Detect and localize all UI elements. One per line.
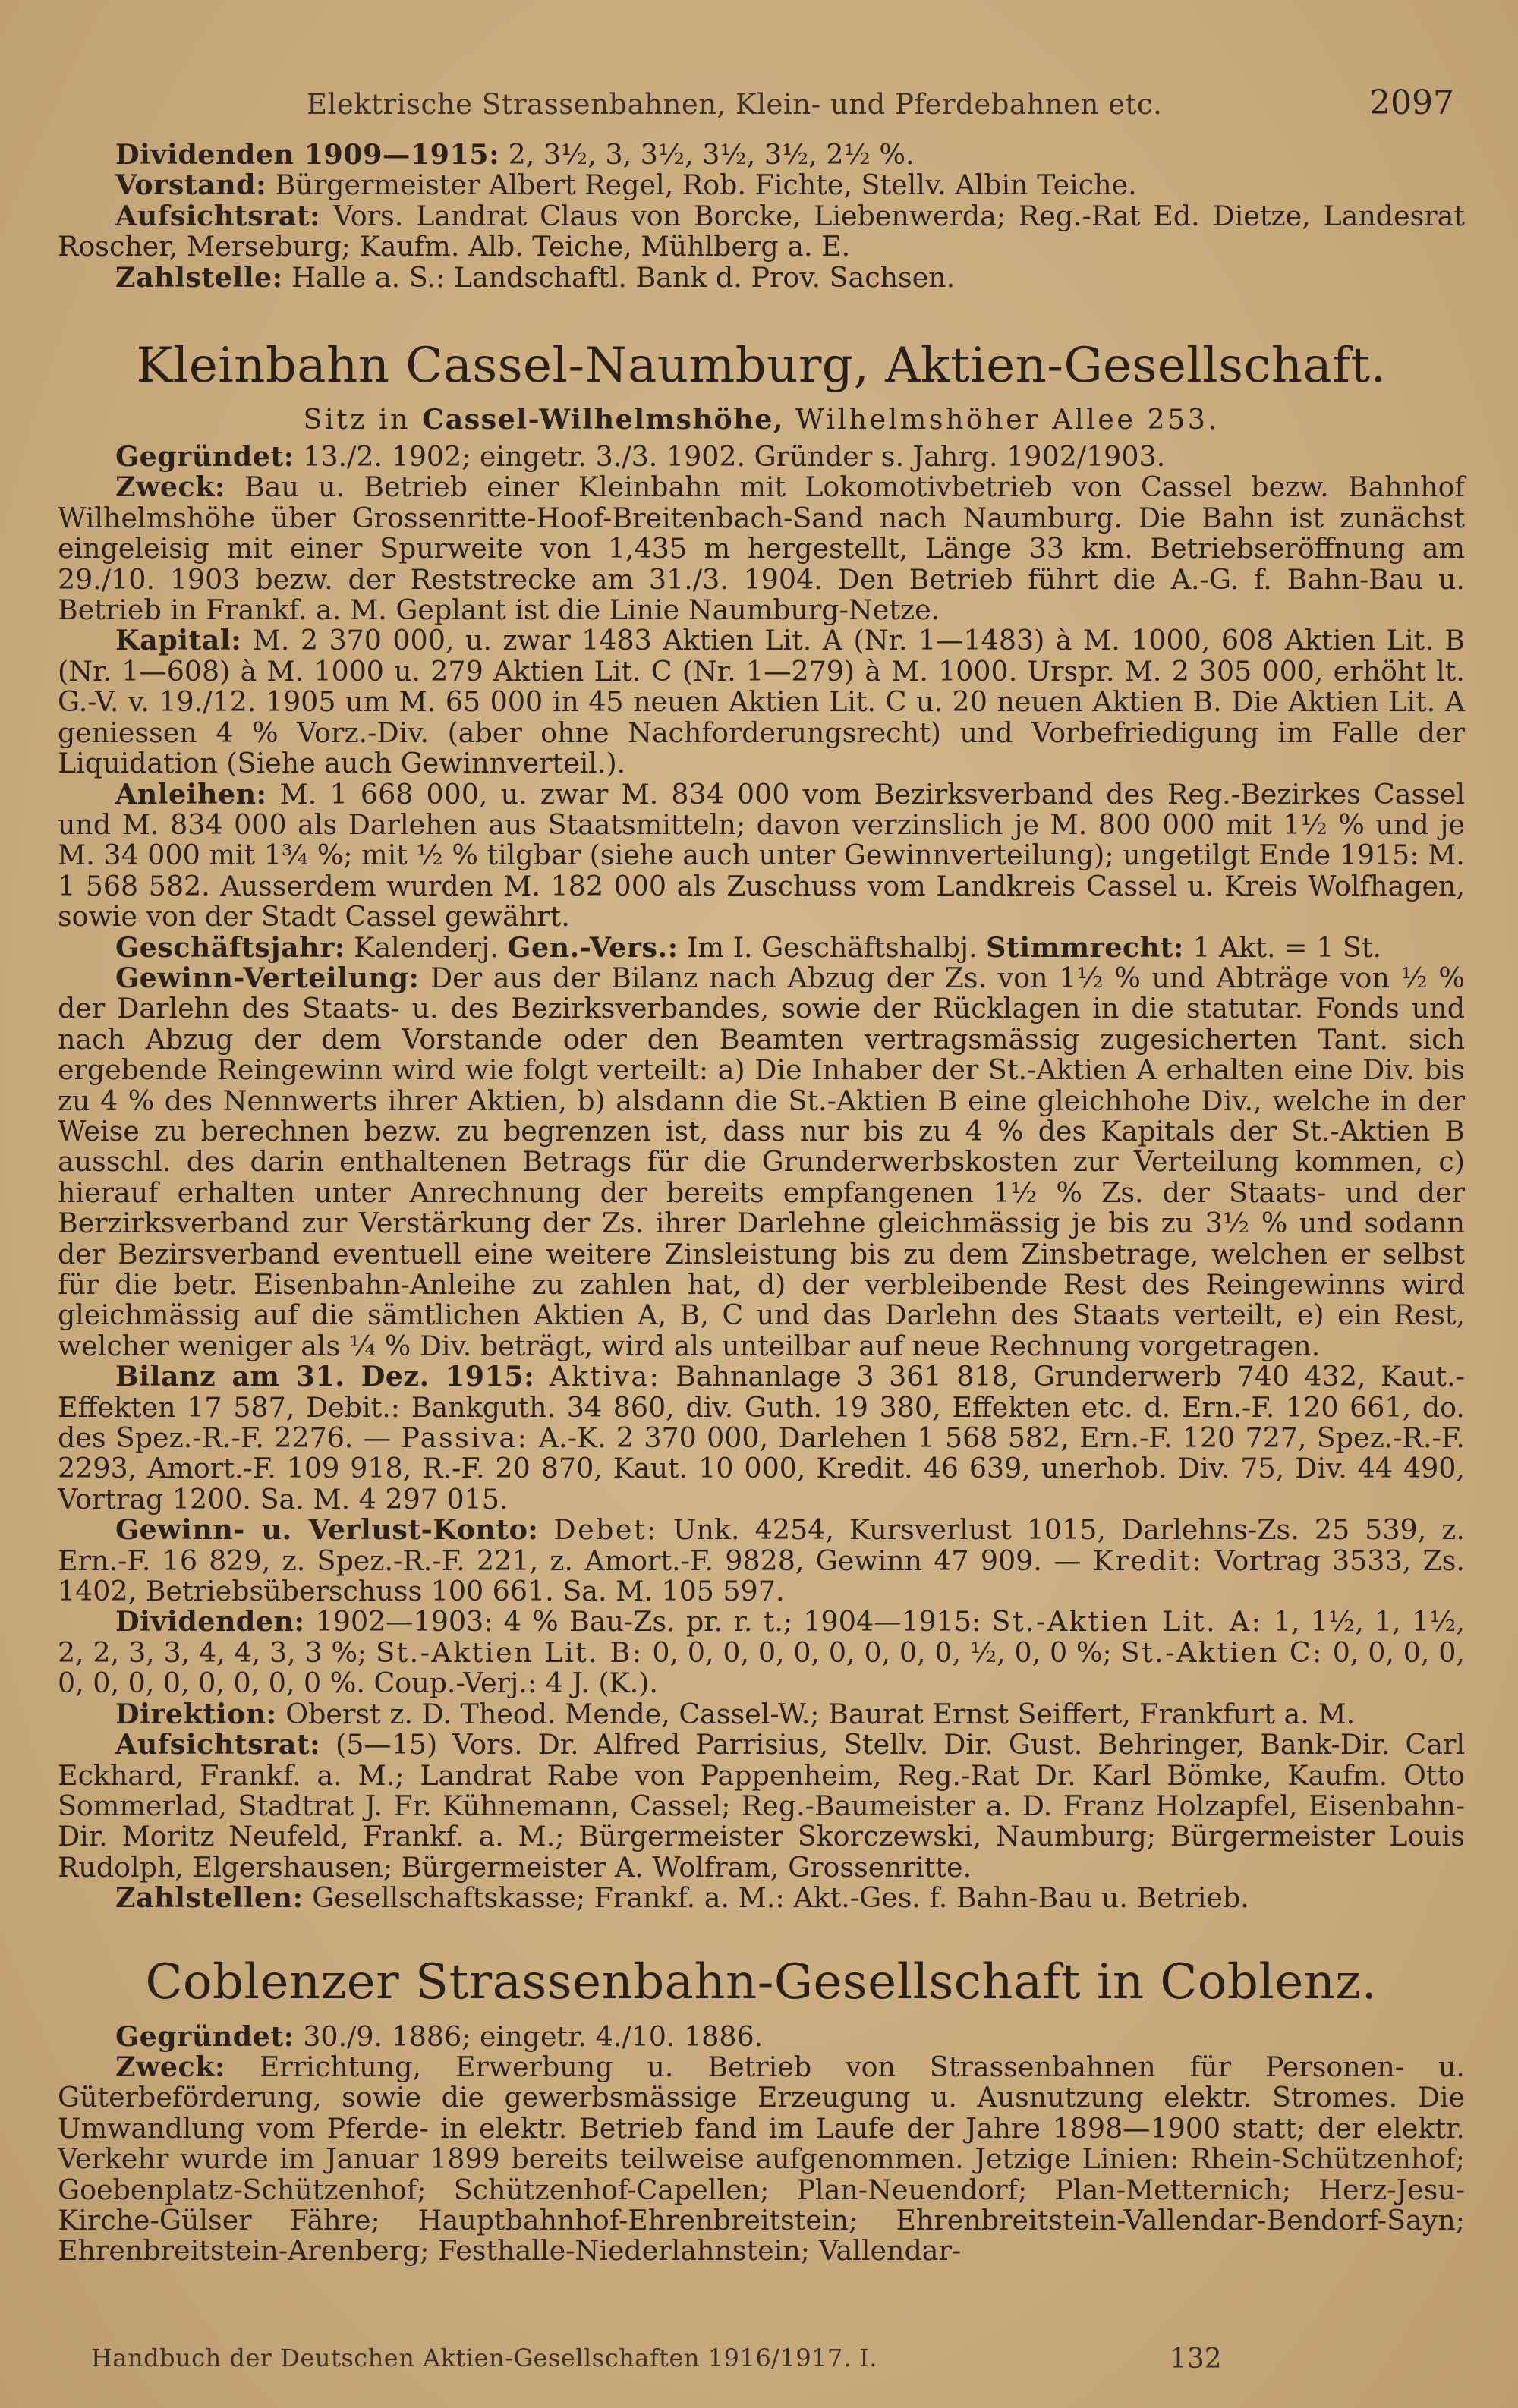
entry-title: Kleinbahn Cassel-Naumburg, Aktien-Gesellschaft.	[136, 338, 1387, 395]
field-label: Zweck:	[115, 2050, 225, 2083]
field-text: A.-K. 2 370 000, Darlehen 1 568 582, Ern.-F. 120 727, Spez.-R.-F. 2293, Amort.-F. 109 918, R.-F. 20 870, Kaut. 10 000, Kredit. 46 639, unerhob. Div. 75, Div. 44 490, Vortrag 1200. Sa. M. 4 297 015.	[58, 1421, 1465, 1516]
field-text: 1902—1903: 4 % Bau-Zs. pr. r. t.; 1904—1915:	[315, 1605, 981, 1638]
field-text: 13./2. 1902; eingetr. 3./3. 1902. Gründer s. Jahrg. 1902/1903.	[303, 440, 1166, 474]
field-label: Gegründet:	[115, 440, 294, 474]
field-label: Kapital:	[115, 624, 242, 657]
field-label: Gen.-Vers.:	[507, 930, 679, 964]
field-text: Bau u. Betrieb einer Kleinbahn mit Lokomotivbetrieb von Cassel bezw. Bahnhof Wilhelmshöhe über Grossenritte-Hoof-Breitenbach-Sand nach Naumburg. Die Bahn ist zunächst eingeleisig mit einer Spurweite von 1,435 m hergestellt, Länge 33 km. Betriebseröffnung am 29./10. 1903 bezw. der Reststrecke am 31./3. 1904. Den Betrieb führt die A.-G. f. Bahn-Bau u. Betrieb in Frankf. a. M. Geplant ist die Linie Naumburg-Netze.	[58, 471, 1465, 627]
field-text: Unk. 4254, Kursverlust 1015, Darlehns-Zs. 25 539, z. Ern.-F. 16 829, z. Spez.-R.-F. 221, z. Amort.-F. 9828, Gewinn 47 909. —	[58, 1513, 1466, 1577]
zweck	[58, 472, 1465, 625]
field-text: 1 Akt. = 1 St.	[1192, 930, 1382, 964]
field-label: Dividenden 1909—1915:	[115, 138, 500, 171]
prev-zahlstelle	[58, 260, 1465, 294]
field-text: Im I. Geschäftshalbj.	[687, 930, 978, 964]
field-text: 2, 3½, 3, 3½, 3½, 3½, 2½ %.	[508, 138, 915, 171]
page-number: 2097	[1369, 83, 1454, 122]
field-text: Gesellschaftskasse; Frankf. a. M.: Akt.-Ges. f. Bahn-Bau u. Betrieb.	[312, 1881, 1249, 1915]
field-text: Halle a. S.: Landschaftl. Bank d. Prov. Sachsen.	[291, 260, 956, 294]
field-text: (5—15) Vors. Dr. Alfred Parrisius, Stellv. Dir. Gust. Behringer, Bank-Dir. Carl Eckhard, Frankf. a. M.; Landrat Rabe von Pappenheim, Reg.-Rat Dr. Karl Bömke, Kaufm. Otto Sommerlad, Stadtrat J. Fr. Kühnemann, Cassel; Reg.-Baumeister a. D. Franz Holzapfel, Eisenbahn-Dir. Moritz Neufeld, Frankf. a. M.; Bürgermeister Skorczewski, Naumburg; Bürgermeister Louis Rudolph, Elgershausen; Bürgermeister A. Wolfram, Grossenritte.	[58, 1728, 1465, 1884]
geschaeftsjahr	[58, 930, 1465, 964]
field-text: M. 2 370 000, u. zwar 1483 Aktien Lit. A (Nr. 1—1483) à M. 1000, 608 Aktien Lit. B (Nr. 1—608) à M. 1000 u. 279 Aktien Lit. C (Nr. 1—279) à M. 1000. Urspr. M. 2 305 000, erhöht lt. G.-V. v. 19./12. 1905 um M. 65 000 in 45 neuen Aktien Lit. C u. 20 neuen Aktien B. Die Aktien Lit. A geniessen 4 % Vorz.-Div. (aber ohne Nachforderungsrecht) und Vorbefriedigung im Falle der Liquidation (Siehe auch Gewinnverteil.).	[58, 624, 1465, 780]
field-text: Oberst z. D. Theod. Mende, Cassel-W.; Baurat Ernst Seiffert, Frankfurt a. M.	[285, 1697, 1356, 1730]
seat-address: Wilhelmshöher Allee 253.	[795, 403, 1220, 436]
field-text: 1, 1½, 1, 1½, 2, 2, 3, 3, 4, 4, 3, 3 %;	[58, 1605, 1465, 1669]
field-label: Direktion:	[115, 1697, 277, 1730]
field-text: Vortrag 3533, Zs. 1402, Betriebsüberschuss 100 661. Sa. M. 105 597.	[58, 1544, 1465, 1608]
gewinn-verteilung	[58, 963, 1465, 1361]
field-text: Der aus der Bilanz nach Abzug der Zs. von 1½ % und Abträge von ½ % der Darlehn des Staats- u. des Bezirksverbandes, sowie der Rücklagen in die statutar. Fonds und nach Abzug der dem Vorstande oder den Beamten vertragsmässig zugesicherten Tant. sich ergebende Reingewinn wird wie folgt verteilt: a) Die Inhaber der St.-Aktien A erhalten eine Div. bis zu 4 % des Nennwerts ihrer Aktien, b) alsdann die St.-Aktien B eine gleichhohe Div., welche in der Weise zu berechnen bezw. zu begrenzen ist, dass nur bis zu 4 % des Kapitals der St.-Aktien B ausschl. des darin enthaltenen Betrags für die Grunderwerbskosten zur Verteilung kommen, c) hierauf erhalten unter Anrechnung der bereits empfangenen 1½ % Zs. der Staats- und der Berzirksverband zur Verstärkung der Zs. ihrer Darlehne gleichmässig je bis zu 3½ % und sodann der Bezirsverband eventuell eine weitere Zinsleistung bis zu dem Zinsbetrage, welchen er selbst für die betr. Eisenbahn-Anleihe zu zahlen hat, d) der verbleibende Rest des Reingewinns wird gleichmässig auf die sämtlichen Aktien A, B, C und das Darlehn des Staats verteilt, e) ein Rest, welcher weniger als ¼ % Div. beträgt, wird als unteilbar auf neue Rechnung vorgetragen.	[58, 961, 1465, 1362]
field-label: Gewinn-Verteilung:	[115, 961, 420, 994]
sheet-number: 132	[1170, 2343, 1222, 2375]
aktiva-label: Aktiva:	[549, 1360, 661, 1393]
prev-aufsichtsrat	[58, 201, 1465, 263]
field-text: Errichtung, Erwerbung u. Betrieb von Strassenbahnen für Personen- u. Güterbeförderung, sowie die gewerbsmässige Erzeugung u. Ausnutzung elektr. Stromes. Die Umwandlung vom Pferde- in elektr. Betrieb fand im Laufe der Jahre 1898—1900 statt; der elektr. Verkehr wurde im Januar 1899 bereits teilweise aufgenommen. Jetzige Linien: Rhein-Schützenhof; Goebenplatz-Schützenhof; Schützenhof-Capellen; Plan-Neuendorf; Plan-Metternich; Herz-Jesu-Kirche-Gülser Fähre; Hauptbahnhof-Ehrenbreitstein; Ehrenbreitstein-Vallendar-Bendorf-Sayn; Ehrenbreitstein-Arenberg; Festhalle-Niederlahnstein; Vallendar-	[58, 2050, 1465, 2268]
zahlstellen	[58, 1883, 1465, 1913]
prev-dividenden	[58, 140, 1465, 170]
field-label: Geschäftsjahr:	[115, 930, 345, 964]
kapital	[58, 625, 1465, 779]
field-label: Vorstand:	[115, 168, 267, 202]
prev-vorstand	[58, 170, 1465, 200]
bilanz	[58, 1361, 1465, 1515]
field-label: Gewinn- u. Verlust-Konto:	[115, 1513, 539, 1547]
field-label: Dividenden:	[115, 1605, 305, 1638]
running-title: Elektrische Strassenbahnen, Klein- und Pferdebahnen etc.	[307, 88, 1163, 121]
field-label: Anleihen:	[115, 777, 267, 811]
dividenden	[58, 1607, 1465, 1698]
field-label: Aufsichtsrat:	[115, 1728, 321, 1761]
field-text: 30./9. 1886; eingetr. 4./10. 1886.	[303, 2019, 764, 2053]
field-text: 0, 0, 0, 0, 0, 0, 0, 0, 0, 0, 0, 0 %. Coup.-Verj.: 4 J. (K.).	[58, 1635, 1465, 1700]
entry-title: Coblenzer Strassenbahn-Gesellschaft in Coblenz.	[145, 1953, 1378, 2010]
entry-kleinbahn-cassel-naumburg	[58, 337, 1465, 1914]
field-label: Aufsichtsrat:	[115, 199, 321, 232]
seat-city: Cassel-Wilhelmshöhe,	[422, 403, 785, 436]
debet-label: Debet:	[553, 1513, 658, 1547]
seat-prefix: Sitz in	[303, 403, 411, 436]
field-label: Stimmrecht:	[986, 930, 1184, 964]
gegruendet	[58, 442, 1465, 472]
kredit-label: Kredit:	[1092, 1544, 1204, 1577]
page-footer	[91, 2343, 1465, 2377]
passiva-label: Passiva:	[401, 1421, 529, 1455]
field-label: Zweck:	[115, 471, 225, 504]
div-class-c-label: St.-Aktien C:	[1120, 1635, 1324, 1669]
field-text: Kalenderj.	[354, 930, 499, 964]
previous-entry-tail	[58, 140, 1465, 293]
zweck	[58, 2052, 1465, 2267]
field-label: Gegründet:	[115, 2019, 294, 2053]
field-text: 0, 0, 0, 0, 0, 0, 0, 0, 0, ½, 0, 0 %;	[652, 1635, 1112, 1669]
field-text: Bahnanlage 3 361 818, Grunderwerb 740 432, Kaut.-Effekten 17 587, Debit.: Bankguth. 34 860, div. Guth. 19 380, Effekten etc. d. Ern.-F. 120 661, do. des Spez.-R.-F. 2276. —	[58, 1360, 1465, 1455]
field-label: Bilanz am 31. Dez. 1915:	[115, 1360, 535, 1393]
gegruendet	[58, 2019, 1465, 2053]
div-class-a-label: St.-Aktien Lit. A:	[991, 1605, 1263, 1638]
entry-seat	[58, 404, 1465, 436]
page-header	[58, 76, 1465, 129]
field-label: Zahlstellen:	[115, 1881, 304, 1915]
book-title: Handbuch der Deutschen Aktien-Gesellschaften 1916/1917. I.	[91, 2343, 878, 2372]
field-text: Vors. Landrat Claus von Borcke, Liebenwerda; Reg.-Rat Ed. Dietze, Landesrat Roscher, Merseburg; Kaufm. Alb. Teiche, Mühlberg a. E.	[58, 199, 1465, 263]
entry-coblenzer-strassenbahn	[58, 1953, 1465, 2267]
direktion	[58, 1699, 1465, 1730]
field-text: M. 1 668 000, u. zwar M. 834 000 vom Bezirksverband des Reg.-Bezirkes Cassel und M. 834 000 als Darlehen aus Staatsmitteln; davon verzinslich je M. 800 000 mit 1½ % und je M. 34 000 mit 1¾ %; mit ½ % tilgbar (siehe auch unter Gewinnverteilung); ungetilgt Ende 1915: M. 1 568 582. Ausserdem wurden M. 182 000 als Zuschuss vom Landkreis Cassel u. Kreis Wolfhagen, sowie von der Stadt Cassel gewährt.	[58, 777, 1465, 933]
gewinn-verlust-konto	[58, 1515, 1465, 1607]
field-label: Zahlstelle:	[115, 260, 283, 294]
div-class-b-label: St.-Aktien Lit. B:	[376, 1635, 644, 1669]
aufsichtsrat	[58, 1730, 1465, 1883]
field-text: Bürgermeister Albert Regel, Rob. Fichte, Stellv. Albin Teiche.	[275, 168, 1137, 202]
anleihen	[58, 779, 1465, 933]
